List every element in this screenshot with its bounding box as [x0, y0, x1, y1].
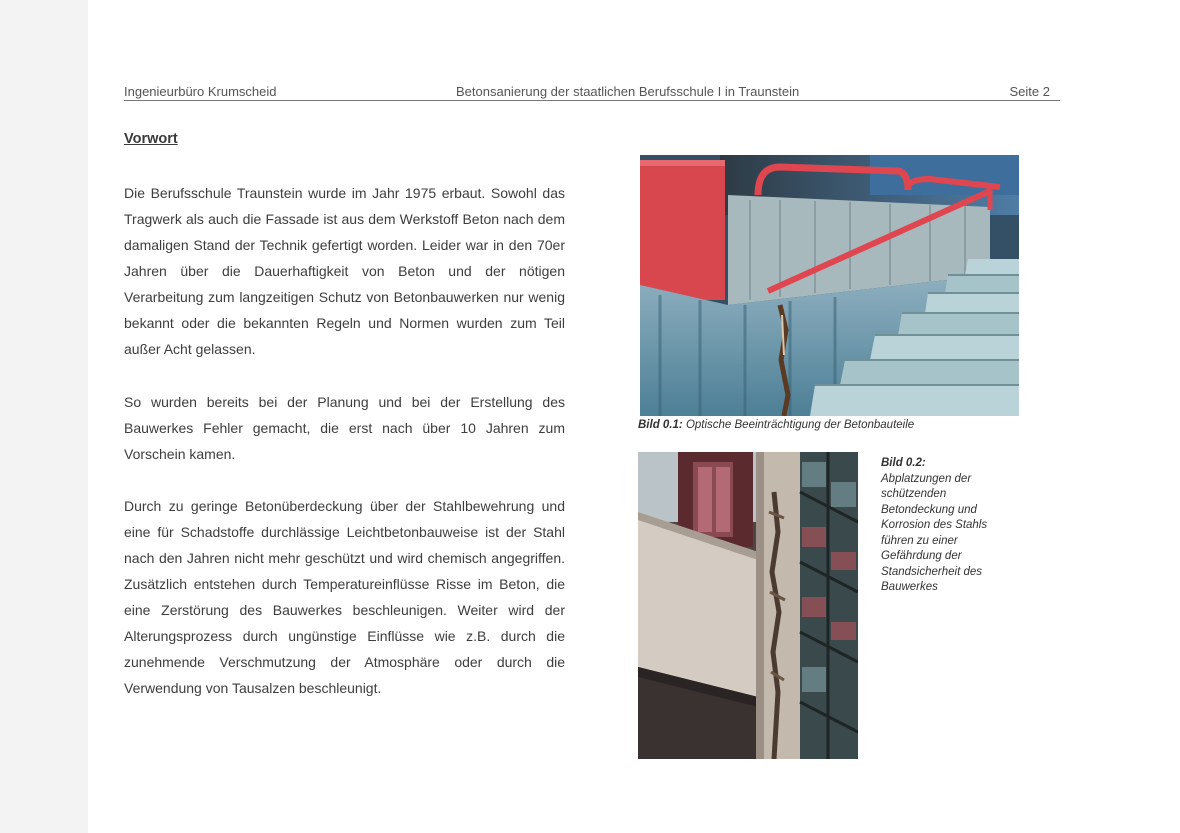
paragraph-3: Durch zu geringe Betonüberdeckung über der Stahlbewehrung und eine für Schadstoffe durchlässige Leichtbetonbauweise ist der Stahl nach den Jahren nicht mehr geschützt und wird chemisch angegriffen. Zusätzlich entstehen durch Temperatureinflüsse Risse im Beton, die eine Zerstörung des Bauwerkes beschleunigen. Weiter wird der Alterungsprozess durch ungünstige Einflüsse wie z.B. durch die zunehmende Verschmutzung der Atmosphäre oder durch die Verwendung von Tausalzen beschleunigt.	[124, 498, 565, 696]
page-header	[124, 84, 1060, 100]
figure-2-caption	[881, 456, 1006, 596]
paragraph-1: Die Berufsschule Traunstein wurde im Jahr 1975 erbaut. Sowohl das Tragwerk als auch die Fassade ist aus dem Werkstoff Beton nach dem damaligen Stand der Technik gefertigt worden. Leider war in den 70er Jahren über die Dauerhaftigkeit von Beton und der nötigen Verarbeitung zum langzeitigen Schutz von Betonbauwerken nur wenig bekannt oder die bekannten Regeln und Normen wurden zum Teil außer Acht gelassen.	[124, 185, 565, 357]
photo-stairs-railing	[640, 155, 1019, 416]
header-project: Betonsanierung der staatlichen Berufsschule I in Traunstein	[456, 84, 800, 99]
header-page-number: Seite 2	[1009, 84, 1050, 99]
paragraph-2: So wurden bereits bei der Planung und bei der Erstellung des Bauwerkes Fehler gemacht, die erst nach über 10 Jahren zum Vorschein kamen.	[124, 394, 565, 462]
figure-1-caption	[638, 419, 914, 431]
scan-margin	[0, 0, 88, 833]
figure-2-label: Bild 0.2:	[881, 457, 926, 469]
header-divider	[124, 100, 1060, 101]
section-title: Vorwort	[124, 131, 178, 147]
photo-facade-column	[638, 452, 858, 759]
figure-1-label: Bild 0.1:	[638, 419, 683, 431]
figure-1-text: Optische Beeinträchtigung der Betonbauteile	[685, 419, 915, 431]
header-company: Ingenieurbüro Krumscheid	[124, 84, 277, 99]
figure-2-text: Abplatzungen der schützenden Betondeckung und Korrosion des Stahls führen zu einer Gefährdung der Standsicherheit des Bauwerkes	[881, 472, 988, 593]
